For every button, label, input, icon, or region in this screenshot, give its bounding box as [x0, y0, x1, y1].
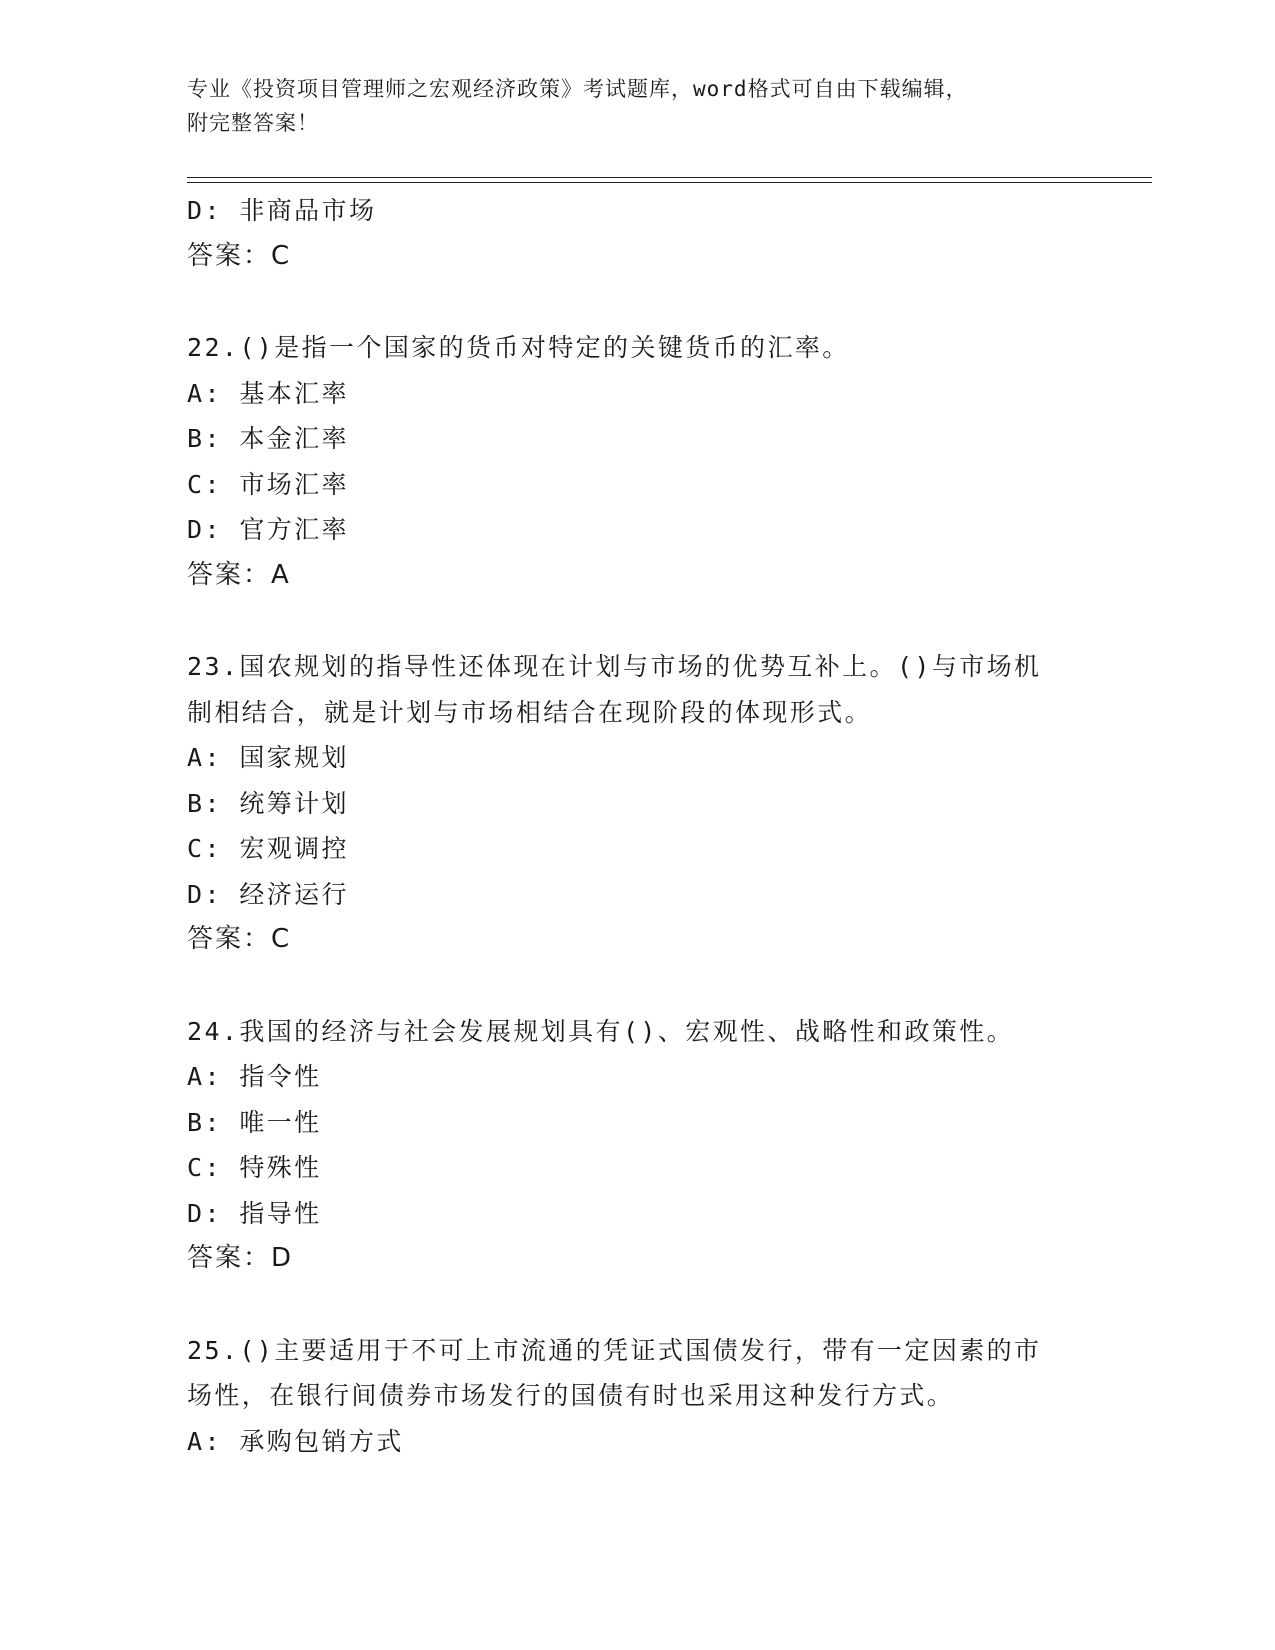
question-24	[187, 1009, 1067, 1055]
question-25	[187, 1328, 1067, 1419]
question-text-line-1: 25.()主要适用于不可上市流通的凭证式国债发行，带有一定因素的市	[187, 1335, 1042, 1365]
question-text-line-2: 制相结合，就是计划与市场相结合在现阶段的体现形式。	[187, 697, 873, 727]
option-d: D: 官方汇率	[187, 515, 349, 544]
header-rule-bottom	[187, 182, 1152, 183]
option-d: D: 指导性	[187, 1198, 322, 1228]
answer-line: 答案：A	[187, 559, 291, 590]
question-text-line-2: 场性，在银行间债券市场发行的国债有时也采用这种发行方式。	[187, 1381, 955, 1410]
header-rule-top	[187, 177, 1152, 178]
option-b: B: 本金汇率	[187, 424, 349, 453]
option-c: C: 宏观调控	[187, 834, 349, 863]
option-a: A: 国家规划	[187, 743, 349, 772]
document-body	[187, 188, 1087, 1464]
answer-line: 答案：C	[187, 924, 292, 954]
option-c: C: 特殊性	[187, 1153, 322, 1182]
answer-line: 答案：C	[187, 240, 292, 271]
option-a: A: 承购包销方式	[187, 1426, 404, 1456]
option-b: B: 统筹计划	[187, 788, 349, 818]
header-line-2: 附完整答案！	[187, 111, 319, 135]
option-d: D: 非商品市场	[187, 196, 377, 225]
question-text-line-1: 23.国农规划的指导性还体现在计划与市场的优势互补上。()与市场机	[187, 652, 1042, 681]
option-a: A: 指令性	[187, 1062, 322, 1091]
question-text: 24.我国的经济与社会发展规划具有()、宏观性、战略性和政策性。	[187, 1016, 1015, 1046]
option-b: B: 唯一性	[187, 1107, 322, 1137]
document-header	[187, 72, 1087, 140]
question-22	[187, 325, 1067, 371]
question-23	[187, 644, 1067, 735]
option-d: D: 经济运行	[187, 879, 349, 909]
header-line-1: 专业《投资项目管理师之宏观经济政策》考试题库，word格式可自由下载编辑，	[187, 77, 968, 101]
answer-line: 答案：D	[187, 1243, 294, 1273]
question-text: 22.()是指一个国家的货币对特定的关键货币的汇率。	[187, 333, 850, 362]
option-a: A: 基本汇率	[187, 378, 349, 408]
option-c: C: 市场汇率	[187, 469, 349, 499]
